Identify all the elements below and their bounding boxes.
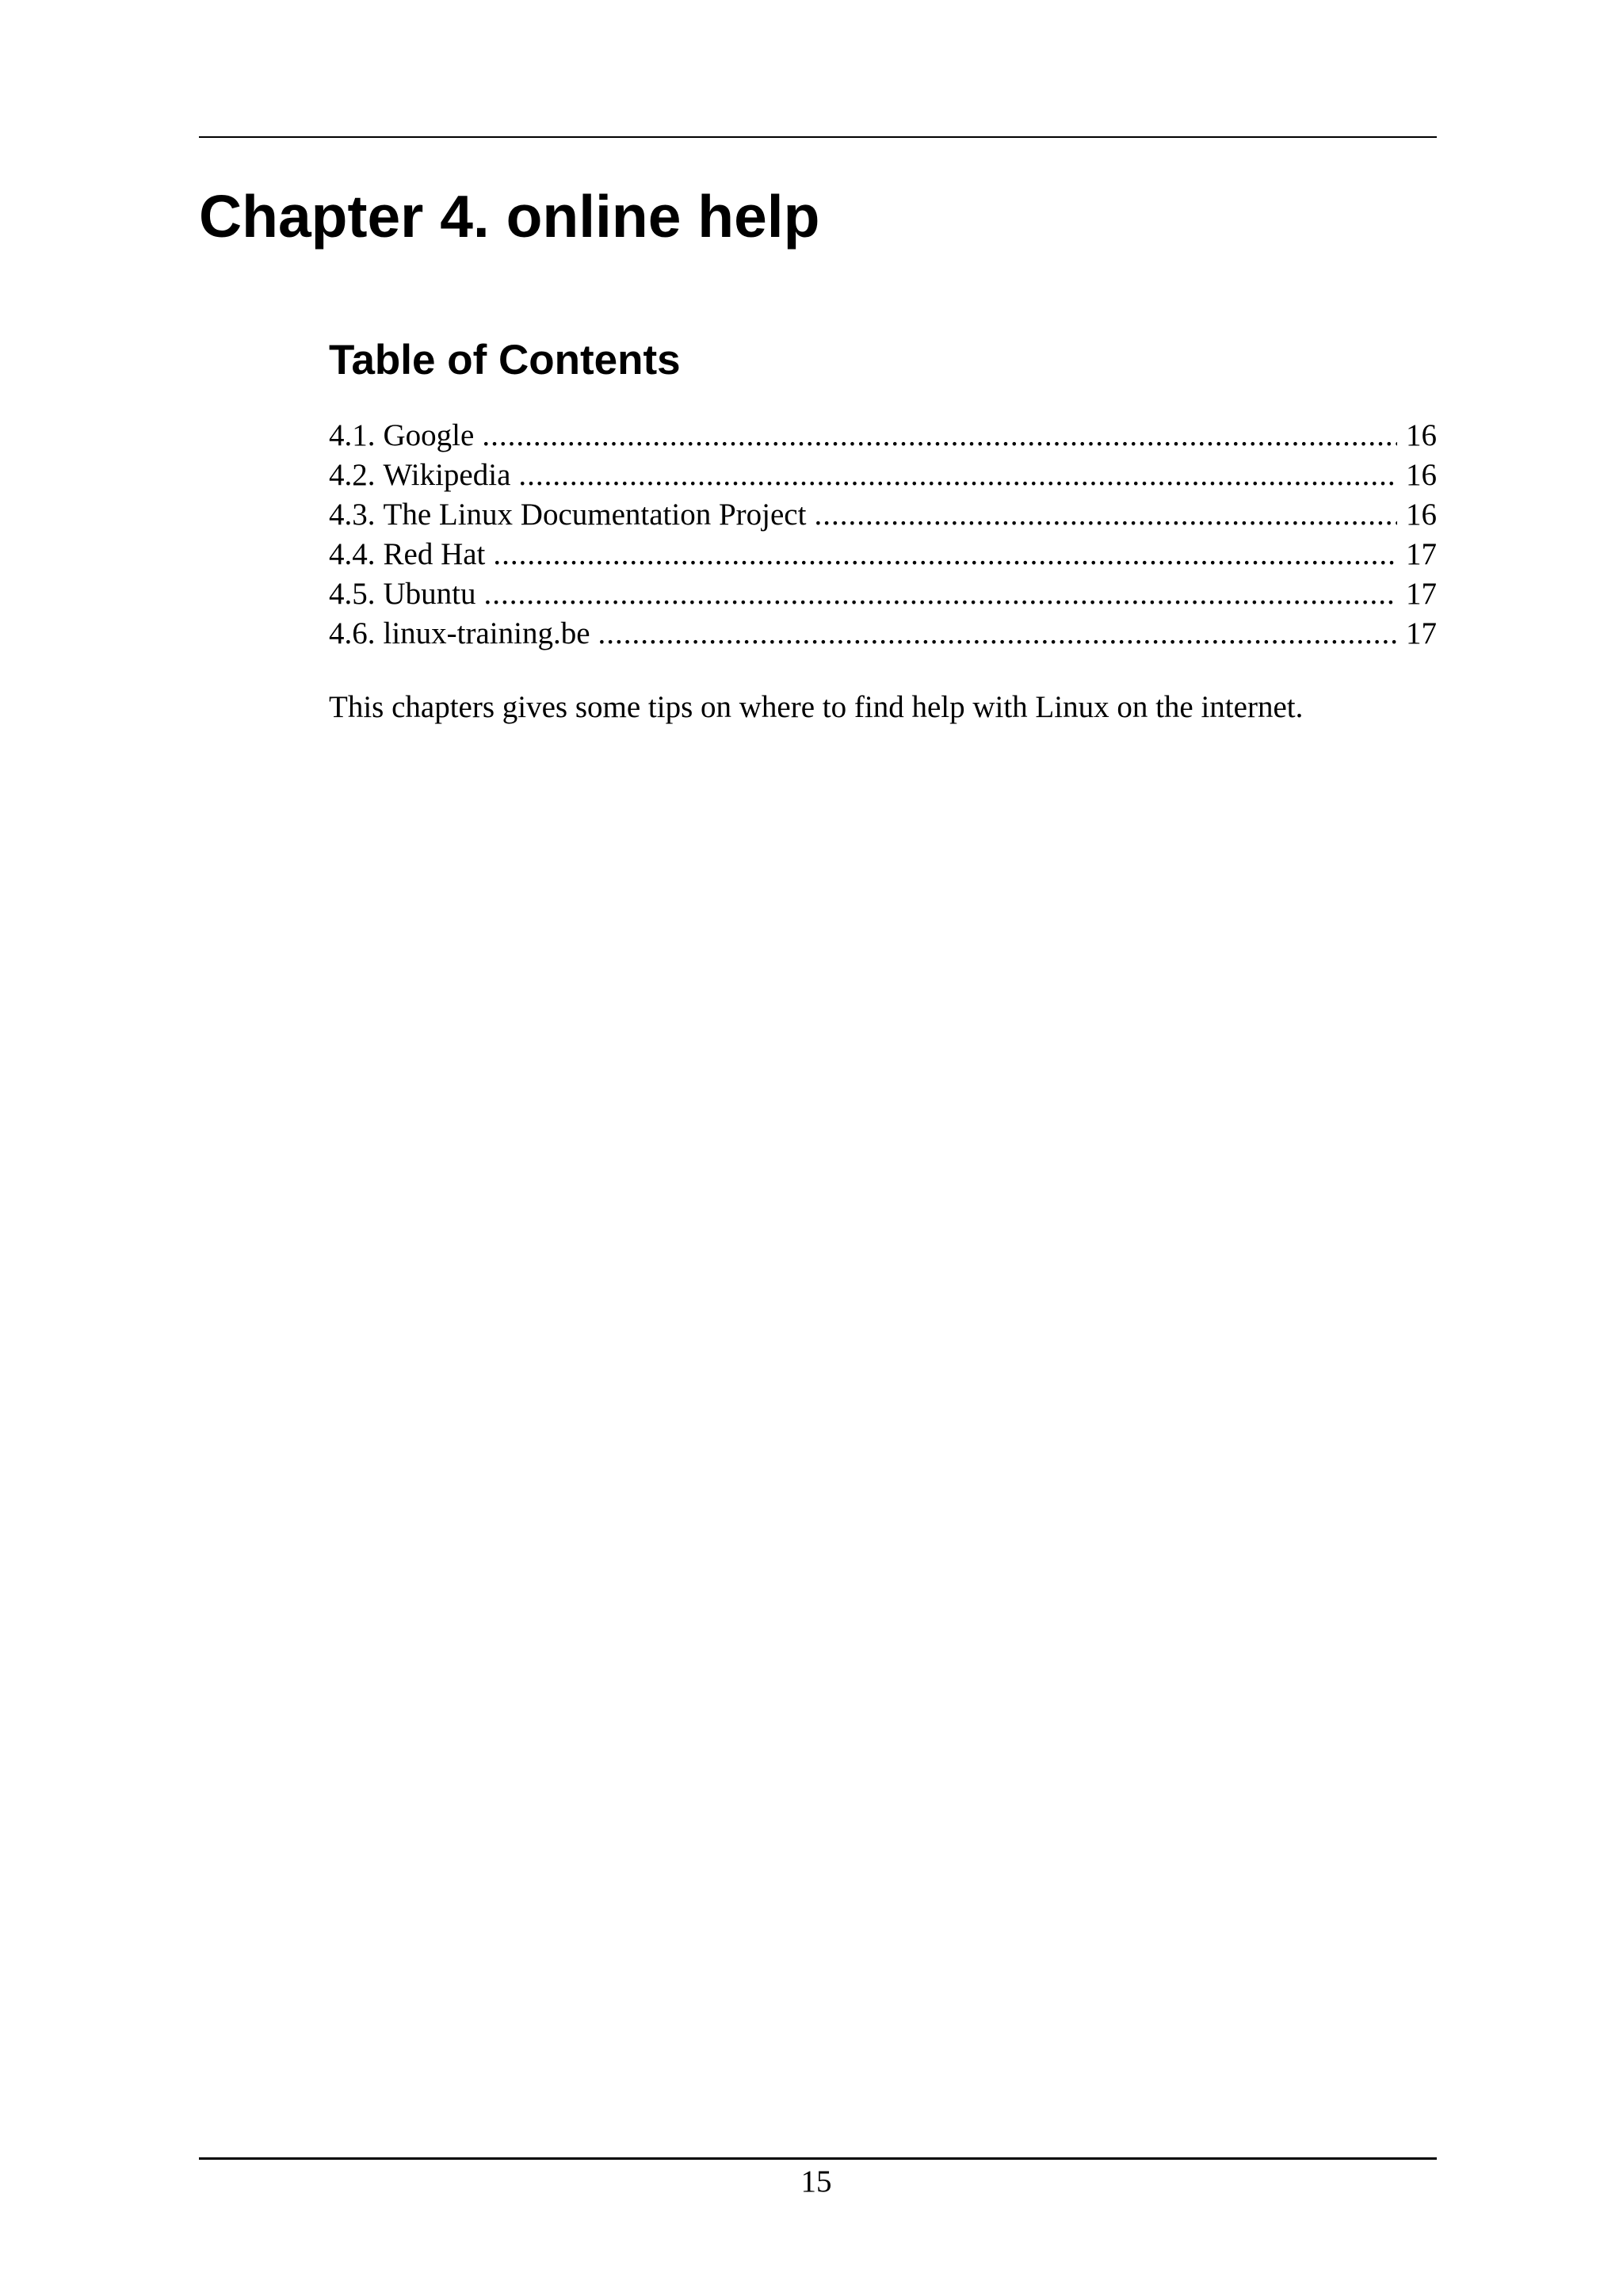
- toc-entry-ubuntu[interactable]: [329, 578, 1437, 618]
- header-rule: [199, 136, 1437, 138]
- toc-entry-label[interactable]: Ubuntu: [383, 578, 476, 611]
- toc-entry-number: 4.1.: [329, 420, 376, 452]
- toc-entry-number: 4.5.: [329, 578, 376, 611]
- toc-title: Table of Contents: [329, 337, 681, 383]
- toc-entry-label[interactable]: Red Hat: [383, 539, 486, 571]
- toc-entry-google[interactable]: [329, 420, 1437, 460]
- toc-entry-page[interactable]: 17: [1406, 618, 1437, 650]
- footer-rule: [199, 2157, 1437, 2160]
- toc-entry-red-hat[interactable]: [329, 539, 1437, 578]
- toc-entry-label[interactable]: linux-training.be: [383, 618, 590, 650]
- toc-leader-dots: [598, 618, 1397, 649]
- toc-entry-page[interactable]: 17: [1406, 578, 1437, 611]
- toc-entry-label[interactable]: Wikipedia: [383, 460, 511, 492]
- toc-entry-page[interactable]: 16: [1406, 420, 1437, 452]
- toc-leader-dots: [814, 499, 1397, 530]
- table-of-contents: [329, 420, 1437, 658]
- toc-entry-wikipedia[interactable]: [329, 460, 1437, 499]
- toc-entry-page[interactable]: 17: [1406, 539, 1437, 571]
- toc-entry-page[interactable]: 16: [1406, 499, 1437, 532]
- intro-paragraph: This chapters gives some tips on where to find help with Linux on the internet.: [329, 690, 1304, 724]
- chapter-title: Chapter 4. online help: [199, 183, 820, 250]
- toc-entry-number: 4.6.: [329, 618, 376, 650]
- toc-leader-dots: [493, 539, 1397, 570]
- toc-entry-page[interactable]: 16: [1406, 460, 1437, 492]
- toc-leader-dots: [484, 578, 1398, 609]
- toc-entry-label[interactable]: The Linux Documentation Project: [383, 499, 807, 532]
- toc-entry-tldp[interactable]: [329, 499, 1437, 539]
- toc-entry-number: 4.4.: [329, 539, 376, 571]
- toc-entry-number: 4.3.: [329, 499, 376, 532]
- toc-leader-dots: [482, 420, 1397, 451]
- toc-entry-linux-training[interactable]: [329, 618, 1437, 658]
- page-number: 15: [800, 2164, 832, 2199]
- toc-entry-label[interactable]: Google: [383, 420, 475, 452]
- toc-leader-dots: [518, 460, 1397, 490]
- toc-entry-number: 4.2.: [329, 460, 376, 492]
